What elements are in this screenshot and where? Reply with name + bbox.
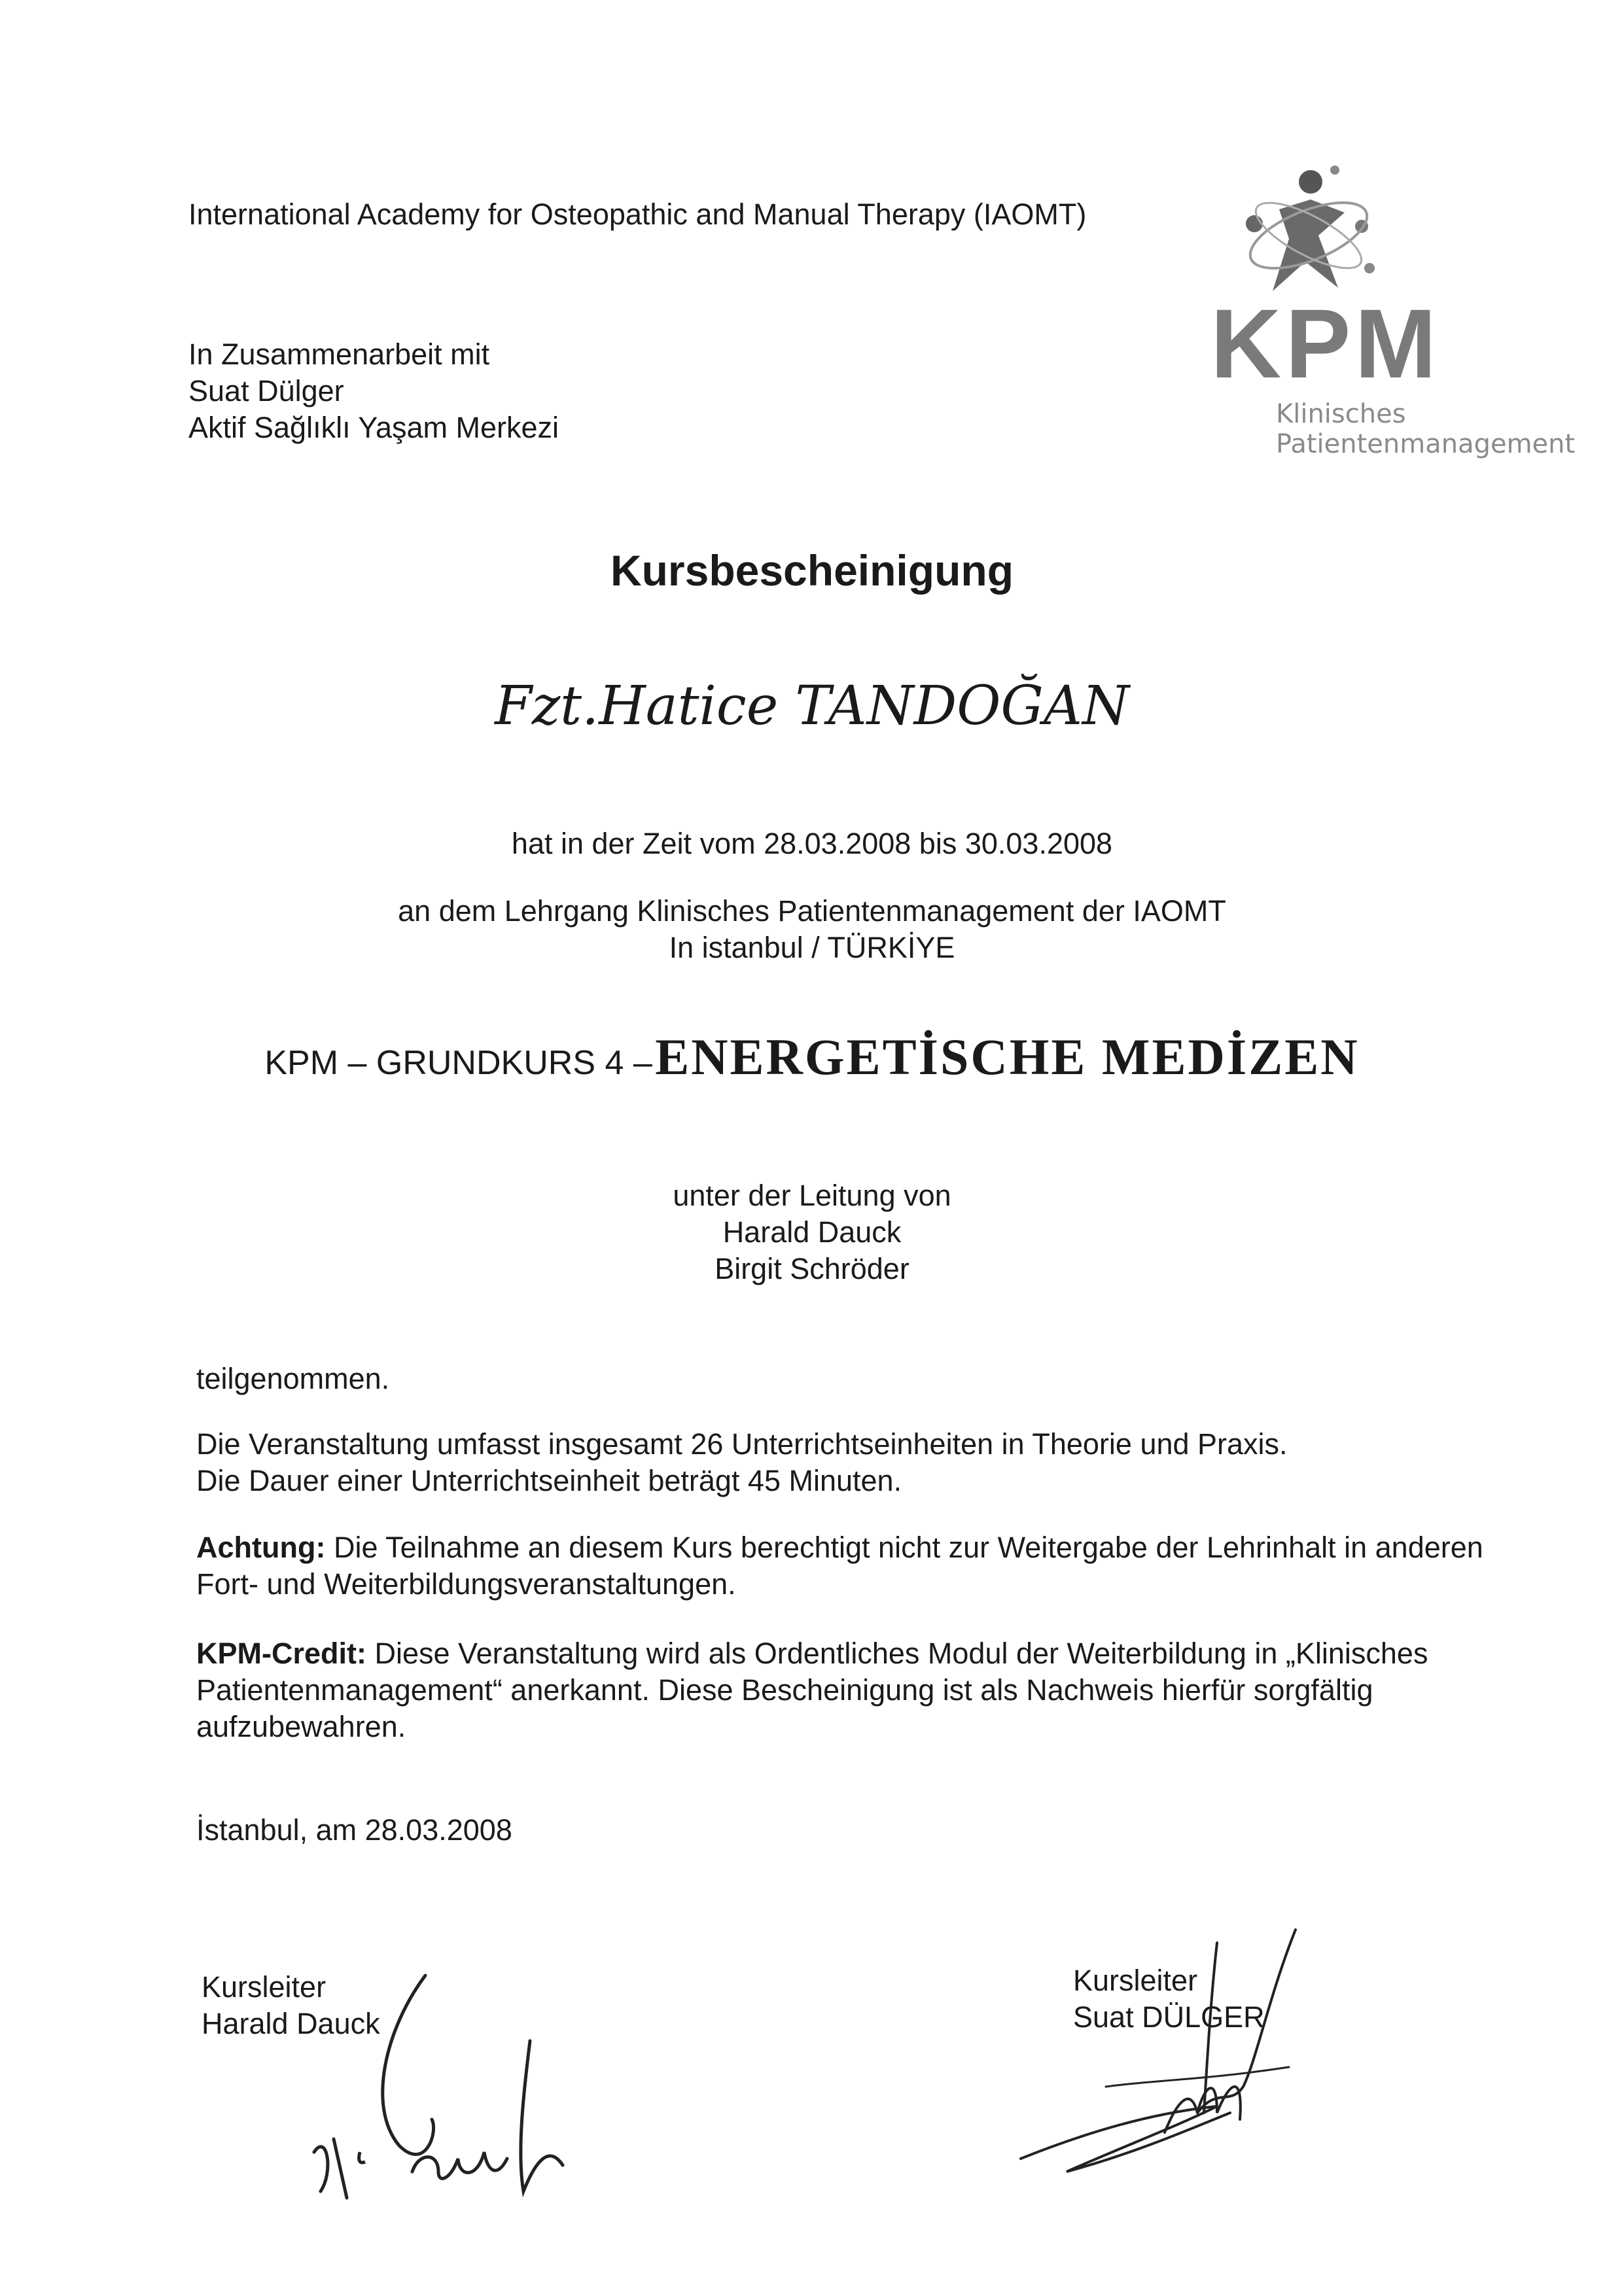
participated-text: teilgenommen.	[196, 1362, 390, 1395]
units-line-2: Die Dauer einer Unterrichtseinheit beträgt 45 Minuten.	[196, 1464, 902, 1497]
right-signatory-name: Suat DÜLGER	[1073, 2000, 1265, 2034]
right-signature-image	[981, 1917, 1322, 2198]
left-signature-image	[288, 1936, 589, 2211]
kpm-logo	[1207, 164, 1574, 471]
left-signatory-name: Harald Dauck	[202, 2007, 380, 2040]
credit-text: Diese Veranstaltung wird als Ordentliches Modul der Weiterbildung in „Klinisches Patientenmanagement“ anerkannt. Diese Bescheinigung ist als Nachweis hierfür sorgfältig aufzubewahren.	[196, 1637, 1428, 1743]
credit-paragraph	[196, 1635, 1511, 1745]
cooperation-person: Suat Dülger	[188, 374, 344, 408]
course-heading	[0, 1024, 1624, 1104]
certificate-title: Kursbescheinigung	[610, 546, 1014, 595]
lead-name-2: Birgit Schröder	[715, 1252, 909, 1285]
kpm-logo-letters: KPM	[1210, 288, 1441, 398]
lead-name-1: Harald Dauck	[722, 1215, 902, 1249]
note-label: Achtung:	[196, 1531, 326, 1564]
organization-name: International Academy for Osteopathic and Manual Therapy (IAOMT)	[188, 198, 1087, 231]
course-prefix: KPM – GRUNDKURS 4 –	[264, 1044, 652, 1082]
course-description: an dem Lehrgang Klinisches Patientenmanagement der IAOMT	[398, 894, 1226, 928]
left-signatory-role: Kursleiter	[202, 1970, 327, 2004]
note-text: Die Teilnahme an diesem Kurs berechtigt nicht zur Weitergabe der Lehrinhalt in anderen Fort- und Weiterbildungsveranstaltungen.	[196, 1531, 1483, 1601]
recipient-name: Fzt.Hatice TANDOĞAN	[495, 675, 1129, 737]
kpm-figure-icon	[1233, 164, 1384, 301]
credit-label: KPM-Credit:	[196, 1637, 366, 1670]
note-paragraph	[196, 1529, 1511, 1603]
kpm-logo-line1: Klinisches	[1276, 399, 1406, 429]
course-period: hat in der Zeit vom 28.03.2008 bis 30.03.2008	[511, 827, 1113, 860]
course-name: ENERGETİSCHE MEDİZEN	[655, 1028, 1360, 1085]
course-location: In istanbul / TÜRKİYE	[669, 931, 955, 964]
cooperation-center: Aktif Sağlıklı Yaşam Merkezi	[188, 411, 559, 444]
kpm-logo-line2: Patientenmanagement	[1276, 429, 1576, 459]
cooperation-intro: In Zusammenarbeit mit	[188, 338, 490, 371]
units-line-1: Die Veranstaltung umfasst insgesamt 26 Unterrichtseinheiten in Theorie und Praxis.	[196, 1427, 1288, 1461]
place-and-date: İstanbul, am 28.03.2008	[196, 1813, 512, 1847]
right-signatory-role: Kursleiter	[1073, 1964, 1198, 1997]
lead-intro: unter der Leitung von	[673, 1179, 951, 1212]
